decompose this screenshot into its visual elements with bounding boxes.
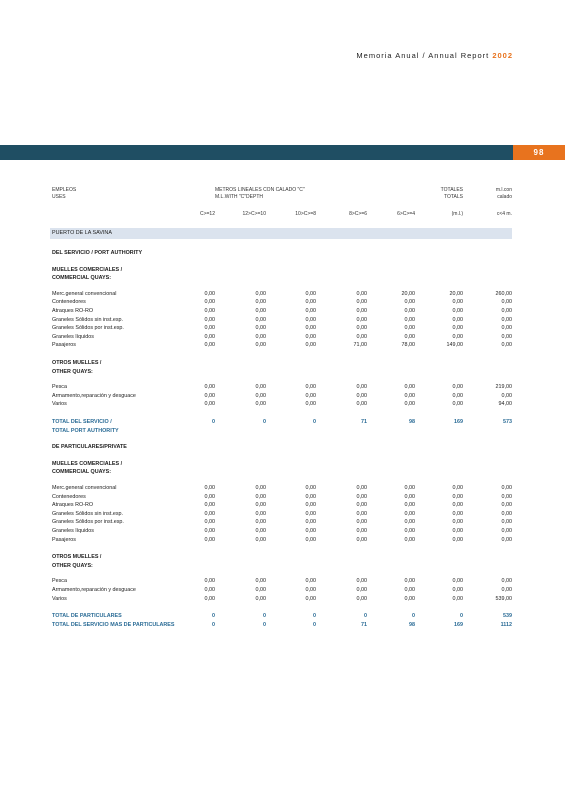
cell-value: 0,00	[204, 299, 215, 306]
cell-value: 0,00	[356, 502, 367, 509]
cell-value: 0,00	[305, 587, 316, 593]
cell-value: 0,00	[452, 493, 463, 500]
cell-value: 0,00	[452, 325, 463, 332]
column-label: 8>C>=6	[349, 211, 367, 217]
cell-value: 0,00	[255, 325, 266, 332]
column-label: 10>C>=8	[295, 211, 316, 217]
total-value: 71	[361, 419, 367, 425]
section-title: PUERTO DE LA SAVINA	[52, 230, 112, 236]
cell-value: 0,00	[404, 587, 415, 593]
row-label: Graneles Sólidos sin inst.esp.	[52, 316, 124, 323]
cell-value: 0,00	[452, 587, 463, 593]
cell-value: 0,00	[501, 342, 512, 349]
ml-calado-header-1: m.l.con	[495, 187, 512, 193]
grand-total-value: 0	[263, 613, 266, 620]
grand-total-label: TOTAL DE PARTICULARES	[52, 613, 122, 620]
cell-value: 0,00	[404, 384, 415, 391]
cell-value: 0,00	[305, 519, 316, 526]
cell-value: 0,00	[255, 384, 266, 391]
cell-value: 0,00	[305, 536, 316, 543]
cell-value: 0,00	[255, 493, 266, 500]
cell-value: 0,00	[452, 578, 463, 585]
subgroup-heading: COMMERCIAL QUAYS:	[52, 275, 112, 282]
cell-value: 0,00	[255, 528, 266, 534]
cell-value: 0,00	[305, 502, 316, 509]
cell-value: 0,00	[204, 595, 215, 602]
grand-total-label: TOTAL DEL SERVICIO MAS DE PARTICULARES	[52, 621, 175, 628]
cell-value: 0,00	[255, 510, 266, 517]
cell-value: 0,00	[501, 325, 512, 332]
cell-value: 0,00	[501, 493, 512, 500]
uses-header-es: EMPLEOS	[52, 187, 77, 193]
depth-header-en: M.L.WITH "C"DEPTH	[215, 194, 263, 200]
cell-value: 0,00	[255, 333, 266, 340]
cell-value: 0,00	[305, 528, 316, 534]
row-label: Contenedores	[52, 493, 86, 500]
total-value: 573	[503, 419, 512, 425]
subgroup-heading: COMMERCIAL QUAYS:	[52, 469, 112, 476]
cell-value: 0,00	[452, 384, 463, 391]
cell-value: 0,00	[255, 595, 266, 602]
cell-value: 78,00	[401, 342, 415, 349]
cell-value: 0,00	[255, 308, 266, 314]
cell-value: 0,00	[501, 333, 512, 340]
cell-value: 0,00	[305, 325, 316, 332]
cell-value: 0,00	[356, 333, 367, 340]
cell-value: 0,00	[204, 578, 215, 585]
cell-value: 0,00	[404, 325, 415, 332]
row-label: Graneles Sólidos sin inst.esp.	[52, 510, 124, 517]
cell-value: 0,00	[305, 290, 316, 297]
cell-value: 260,00	[495, 290, 512, 297]
report-year: 2002	[492, 51, 513, 60]
report-title: Memoria Anual / Annual Report	[356, 51, 490, 60]
cell-value: 0,00	[501, 392, 512, 399]
cell-value: 0,00	[356, 536, 367, 543]
cell-value: 0,00	[356, 578, 367, 585]
cell-value: 94,00	[498, 401, 512, 408]
row-label: Varios	[52, 401, 67, 408]
cell-value: 0,00	[204, 401, 215, 408]
cell-value: 0,00	[305, 578, 316, 585]
cell-value: 219,00	[495, 384, 512, 391]
cell-value: 0,00	[305, 485, 316, 491]
cell-value: 0,00	[204, 290, 215, 297]
cell-value: 0,00	[501, 316, 512, 323]
cell-value: 0,00	[356, 493, 367, 500]
cell-value: 0,00	[204, 316, 215, 323]
cell-value: 0,00	[255, 299, 266, 306]
cell-value: 0,00	[452, 316, 463, 323]
cell-value: 539,00	[495, 595, 512, 602]
cell-value: 0,00	[356, 299, 367, 306]
cell-value: 0,00	[501, 528, 512, 534]
group-heading: DE PARTICULARES/PRIVATE	[52, 444, 127, 451]
total-label: TOTAL PORT AUTHORITY	[52, 427, 119, 434]
cell-value: 0,00	[305, 392, 316, 399]
cell-value: 0,00	[356, 316, 367, 323]
cell-value: 20,00	[401, 290, 415, 297]
row-label: Pasajeros	[52, 536, 76, 543]
cell-value: 0,00	[356, 528, 367, 534]
cell-value: 0,00	[255, 519, 266, 526]
column-label: 6>C>=4	[397, 211, 415, 217]
cell-value: 0,00	[452, 502, 463, 509]
cell-value: 0,00	[204, 384, 215, 391]
grand-total-value: 539	[503, 613, 512, 620]
cell-value: 0,00	[204, 392, 215, 399]
cell-value: 0,00	[255, 342, 266, 349]
cell-value: 0,00	[404, 299, 415, 306]
cell-value: 0,00	[356, 325, 367, 332]
column-label: c<4 m.	[496, 211, 512, 217]
row-label: Armamento,reparación y desguace	[52, 392, 136, 399]
cell-value: 0,00	[501, 578, 512, 585]
cell-value: 0,00	[452, 401, 463, 408]
cell-value: 0,00	[452, 333, 463, 340]
row-label: Merc.general convencional	[52, 290, 117, 297]
cell-value: 0,00	[305, 342, 316, 349]
cell-value: 0,00	[305, 299, 316, 306]
cell-value: 0,00	[404, 536, 415, 543]
row-label: Armamento,reparación y desguace	[52, 587, 136, 593]
row-label: Graneles líquidos	[52, 333, 94, 340]
cell-value: 0,00	[404, 308, 415, 314]
cell-value: 0,00	[255, 316, 266, 323]
group-heading: DEL SERVICIO / PORT AUTHORITY	[52, 250, 143, 256]
cell-value: 0,00	[204, 536, 215, 543]
cell-value: 0,00	[452, 519, 463, 526]
row-label: Graneles líquidos	[52, 528, 94, 534]
cell-value: 0,00	[305, 316, 316, 323]
depth-header-es: METROS LINEALES CON CALADO "C"	[215, 187, 305, 193]
cell-value: 0,00	[305, 333, 316, 340]
row-label: Atraques RO-RO	[52, 308, 94, 314]
ml-calado-header-2: calado	[497, 194, 512, 200]
cell-value: 0,00	[255, 536, 266, 543]
cell-value: 0,00	[501, 502, 512, 509]
cell-value: 0,00	[204, 587, 215, 593]
column-label: 12>C>=10	[242, 211, 266, 217]
cell-value: 0,00	[305, 401, 316, 408]
section-bar	[50, 228, 512, 239]
grand-total-value: 0	[263, 621, 266, 628]
cell-value: 0,00	[404, 578, 415, 585]
grand-total-value: 169	[454, 621, 463, 628]
row-label: Pesca	[52, 578, 67, 585]
total-label: TOTAL DEL SERVICIO /	[52, 419, 112, 425]
totals-header-en: TOTALS	[444, 194, 463, 200]
cell-value: 0,00	[452, 536, 463, 543]
cell-value: 0,00	[356, 401, 367, 408]
cell-value: 0,00	[404, 519, 415, 526]
cell-value: 0,00	[305, 510, 316, 517]
grand-total-value: 0	[313, 621, 316, 628]
subgroup-heading: MUELLES COMERCIALES /	[52, 266, 123, 273]
subgroup-heading: OTROS MUELLES /	[52, 360, 102, 366]
cell-value: 149,00	[446, 342, 463, 349]
cell-value: 0,00	[404, 595, 415, 602]
uses-header-en: USES	[52, 194, 66, 200]
grand-total-value: 0	[412, 613, 415, 620]
subgroup-heading: OTROS MUELLES /	[52, 554, 102, 561]
cell-value: 0,00	[255, 578, 266, 585]
cell-value: 71,00	[353, 342, 367, 349]
cell-value: 0,00	[204, 325, 215, 332]
cell-value: 0,00	[204, 493, 215, 500]
grand-total-value: 0	[313, 613, 316, 620]
cell-value: 0,00	[305, 384, 316, 391]
row-label: Contenedores	[52, 299, 86, 306]
row-label: Pesca	[52, 384, 67, 391]
grand-total-value: 0	[212, 613, 215, 620]
cell-value: 0,00	[501, 510, 512, 517]
cell-value: 0,00	[452, 308, 463, 314]
subgroup-heading: MUELLES COMERCIALES /	[52, 460, 123, 467]
cell-value: 0,00	[356, 384, 367, 391]
grand-total-value: 1112	[500, 621, 512, 628]
cell-value: 0,00	[356, 290, 367, 297]
cell-value: 0,00	[452, 392, 463, 399]
cell-value: 0,00	[404, 316, 415, 323]
row-label: Pasajeros	[52, 342, 76, 349]
subgroup-heading: OTHER QUAYS:	[52, 562, 93, 569]
cell-value: 0,00	[452, 528, 463, 534]
cell-value: 0,00	[305, 308, 316, 314]
grand-total-value: 0	[364, 613, 367, 620]
cell-value: 0,00	[356, 519, 367, 526]
total-value: 0	[212, 419, 215, 425]
grand-total-value: 0	[460, 613, 463, 620]
cell-value: 0,00	[501, 587, 512, 593]
cell-value: 0,00	[356, 595, 367, 602]
cell-value: 0,00	[255, 502, 266, 509]
cell-value: 0,00	[356, 485, 367, 491]
cell-value: 20,00	[449, 290, 463, 297]
cell-value: 0,00	[404, 401, 415, 408]
total-value: 98	[409, 419, 415, 425]
cell-value: 0,00	[204, 519, 215, 526]
cell-value: 0,00	[204, 308, 215, 314]
grand-total-value: 0	[212, 621, 215, 628]
cell-value: 0,00	[204, 502, 215, 509]
subgroup-heading: OTHER QUAYS:	[52, 368, 93, 375]
cell-value: 0,00	[404, 333, 415, 340]
cell-value: 0,00	[501, 299, 512, 306]
cell-value: 0,00	[404, 493, 415, 500]
cell-value: 0,00	[356, 392, 367, 399]
cell-value: 0,00	[501, 485, 512, 491]
row-label: Atraques RO-RO	[52, 502, 94, 509]
column-label: (m.l.)	[451, 211, 463, 217]
cell-value: 0,00	[204, 342, 215, 349]
header-band	[0, 145, 565, 160]
cell-value: 0,00	[255, 485, 266, 491]
cell-value: 0,00	[204, 510, 215, 517]
cell-value: 0,00	[452, 595, 463, 602]
cell-value: 0,00	[452, 510, 463, 517]
row-label: Graneles Sólidos por inst.esp.	[52, 519, 124, 526]
totals-header-es: TOTALES	[440, 187, 463, 193]
page-number: 98	[513, 145, 565, 160]
cell-value: 0,00	[501, 536, 512, 543]
grand-total-value: 71	[361, 621, 367, 628]
cell-value: 0,00	[255, 587, 266, 593]
cell-value: 0,00	[404, 392, 415, 399]
cell-value: 0,00	[404, 528, 415, 534]
cell-value: 0,00	[452, 299, 463, 306]
cell-value: 0,00	[501, 519, 512, 526]
cell-value: 0,00	[255, 290, 266, 297]
total-value: 169	[454, 419, 463, 425]
cell-value: 0,00	[255, 392, 266, 399]
row-label: Graneles Sólidos por inst.esp.	[52, 325, 124, 332]
cell-value: 0,00	[356, 308, 367, 314]
report-header-title	[356, 51, 513, 60]
cell-value: 0,00	[305, 493, 316, 500]
cell-value: 0,00	[404, 502, 415, 509]
row-label: Varios	[52, 595, 67, 602]
cell-value: 0,00	[204, 333, 215, 340]
cell-value: 0,00	[404, 510, 415, 517]
cell-value: 0,00	[204, 528, 215, 534]
cell-value: 0,00	[204, 485, 215, 491]
total-value: 0	[313, 419, 316, 425]
cell-value: 0,00	[404, 485, 415, 491]
cell-value: 0,00	[255, 401, 266, 408]
cell-value: 0,00	[305, 595, 316, 602]
grand-total-value: 98	[409, 621, 415, 628]
cell-value: 0,00	[501, 308, 512, 314]
cell-value: 0,00	[356, 510, 367, 517]
cell-value: 0,00	[356, 587, 367, 593]
column-label: C>=12	[199, 211, 215, 217]
row-label: Merc.general convencional	[52, 485, 117, 491]
total-value: 0	[263, 419, 266, 425]
cell-value: 0,00	[452, 485, 463, 491]
